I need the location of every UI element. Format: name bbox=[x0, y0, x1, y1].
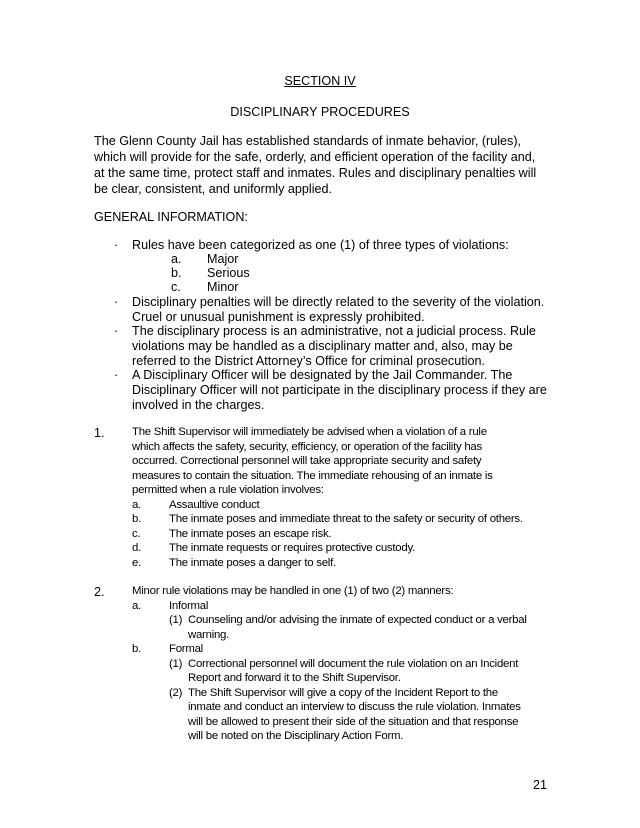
item-1-sub-b: The inmate poses and immediate threat to the safety or security of others. bbox=[169, 513, 523, 525]
item-1-sub-d: The inmate requests or requires protective custody. bbox=[169, 542, 415, 554]
item-2-informal-label: Informal bbox=[169, 600, 209, 612]
general-information-title: GENERAL INFORMATION: bbox=[94, 210, 248, 224]
item-2-formal-point-number: (1) bbox=[169, 658, 183, 670]
item-1-sub-e: The inmate poses a danger to self. bbox=[169, 557, 336, 569]
bullet-marker: · bbox=[114, 324, 119, 338]
item-2-formal-point-number: (2) bbox=[169, 687, 183, 699]
item-1-sub-a: Assaultive conduct bbox=[169, 499, 260, 511]
bullet-4-line-1: A Disciplinary Officer will be designated by the Jail Commander. The bbox=[132, 368, 513, 382]
item-2-formal-point-2-line-3: will be allowed to present their side of the situation and that response bbox=[188, 716, 519, 728]
item-1-sub-letter: c. bbox=[132, 528, 141, 540]
bullet-4-line-3: involved in the charges. bbox=[132, 398, 265, 412]
item-2-sub-letter: a. bbox=[132, 600, 141, 612]
bullet-marker: · bbox=[114, 238, 119, 252]
intro-line-4: be clear, consistent, and uniformly applied. bbox=[94, 182, 333, 196]
bullet-1-line-1: Rules have been categorized as one (1) of three types of violations: bbox=[132, 238, 509, 252]
intro-line-2: which will provide for the safe, orderly, and efficient operation of the facility and, bbox=[94, 150, 536, 164]
bullet-2-line-2: Cruel or unusual punishment is expressly prohibited. bbox=[132, 310, 425, 324]
item-1-line-1: The Shift Supervisor will immediately be advised when a violation of a rule bbox=[132, 426, 487, 438]
bullet-marker: · bbox=[114, 295, 119, 309]
item-1-line-2: which affects the safety, security, efficiency, or operation of the facility has bbox=[132, 441, 482, 453]
violation-type-major: Major bbox=[207, 252, 239, 266]
item-1-line-3: occurred. Correctional personnel will take appropriate security and safety bbox=[132, 455, 482, 467]
violation-type-letter: c. bbox=[171, 280, 181, 294]
violation-type-letter: b. bbox=[171, 266, 182, 280]
item-1-sub-letter: e. bbox=[132, 557, 141, 569]
item-2-informal-point-line-2: warning. bbox=[188, 629, 230, 641]
intro-line-1: The Glenn County Jail has established standards of inmate behavior, (rules), bbox=[94, 134, 522, 148]
item-1-sub-letter: b. bbox=[132, 513, 141, 525]
page-number: 21 bbox=[533, 778, 548, 792]
item-2-formal-point-2-line-4: will be noted on the Disciplinary Action Form. bbox=[188, 730, 404, 742]
violation-type-serious: Serious bbox=[207, 266, 250, 280]
bullet-marker: · bbox=[114, 368, 119, 382]
item-2-informal-point-line-1: Counseling and/or advising the inmate of expected conduct or a verbal bbox=[188, 614, 527, 626]
bullet-2-line-1: Disciplinary penalties will be directly related to the severity of the violation. bbox=[132, 295, 545, 309]
item-2-formal-point-2-line-2: inmate and conduct an interview to discuss the rule violation. Inmates bbox=[188, 701, 521, 713]
item-2-formal-point-2-line-1: The Shift Supervisor will give a copy of the Incident Report to the bbox=[188, 687, 498, 699]
violation-type-letter: a. bbox=[171, 252, 182, 266]
item-2-line: Minor rule violations may be handled in one (1) of two (2) manners: bbox=[132, 585, 454, 597]
item-1-sub-letter: d. bbox=[132, 542, 141, 554]
item-2-formal-label: Formal bbox=[169, 643, 203, 655]
item-2-number: 2. bbox=[94, 585, 105, 599]
item-1-sub-letter: a. bbox=[132, 499, 141, 511]
item-2-formal-point-1-line-2: Report and forward it to the Shift Supervisor. bbox=[188, 672, 401, 684]
section-subheading: DISCIPLINARY PROCEDURES bbox=[230, 105, 410, 119]
item-1-number: 1. bbox=[94, 426, 105, 440]
intro-line-3: at the same time, protect staff and inmates. Rules and disciplinary penalties will bbox=[94, 166, 537, 180]
item-2-sub-letter: b. bbox=[132, 643, 141, 655]
violation-type-minor: Minor bbox=[207, 280, 239, 294]
item-2-informal-point-number: (1) bbox=[169, 614, 183, 626]
item-2-formal-point-1-line-1: Correctional personnel will document the rule violation on an Incident bbox=[188, 658, 519, 670]
bullet-3-line-1: The disciplinary process is an administrative, not a judicial process. Rule bbox=[132, 324, 536, 338]
item-1-line-5: permitted when a rule violation involves: bbox=[132, 484, 324, 496]
item-1-line-4: measures to contain the situation. The immediate rehousing of an inmate is bbox=[132, 470, 493, 482]
bullet-3-line-3: referred to the District Attorney’s Office for criminal prosecution. bbox=[132, 354, 485, 368]
bullet-4-line-2: Disciplinary Officer will not participate in the disciplinary process if they are bbox=[132, 383, 547, 397]
bullet-3-line-2: violations may be handled as a disciplinary matter and, also, may be bbox=[132, 339, 513, 353]
section-heading: SECTION IV bbox=[284, 74, 356, 88]
item-1-sub-c: The inmate poses an escape risk. bbox=[169, 528, 332, 540]
